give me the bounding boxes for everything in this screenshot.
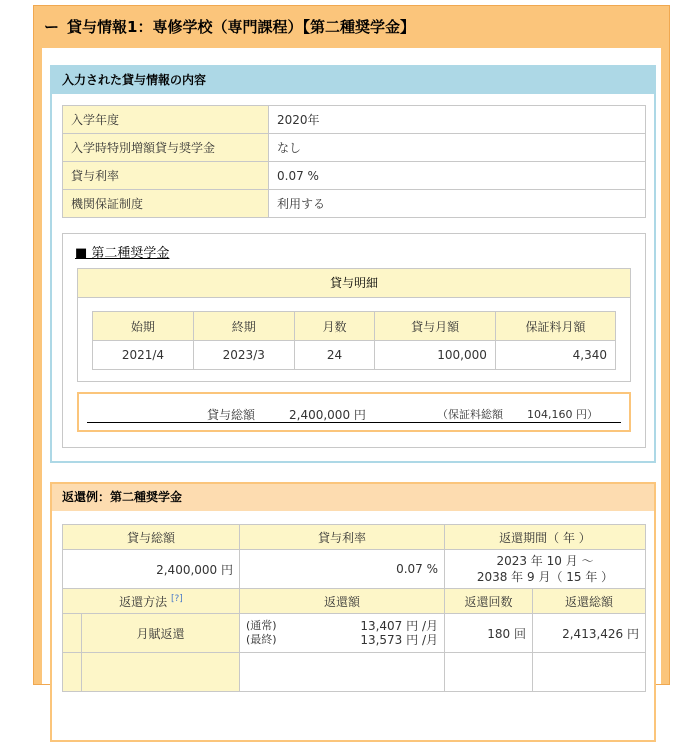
repay-normal <box>246 619 438 633</box>
panel-body <box>42 48 661 684</box>
cell-repay-amount <box>240 653 445 692</box>
input-info-table <box>62 105 646 218</box>
cell-method <box>82 653 240 692</box>
table-header-row <box>63 525 646 550</box>
cell-start: 2021/4 <box>93 341 194 370</box>
col-rate: 貸与利率 <box>240 525 445 550</box>
cell-repay-total: 2,413,426 円 <box>533 614 646 653</box>
row-label: 入学時特別増額貸与奨学金 <box>63 134 269 162</box>
table-row <box>93 341 616 370</box>
cell-loan-total: 2,400,000 円 <box>63 550 240 589</box>
guarantee-value: 104,160 円） <box>527 408 598 421</box>
table-row <box>63 106 646 134</box>
row-label: 入学年度 <box>63 106 269 134</box>
col-repay-amount: 返還額 <box>240 589 445 614</box>
loan-detail-box <box>77 268 631 382</box>
table-header-row <box>93 312 616 341</box>
input-summary-title: 入力された貸与情報の内容 <box>52 67 654 94</box>
loan-total-box <box>77 392 631 432</box>
method-indent-cell <box>63 653 82 692</box>
cell-repay-total <box>533 653 646 692</box>
row-value: 2020年 <box>269 106 646 134</box>
repayment-section <box>50 482 656 742</box>
cell-months: 24 <box>294 341 375 370</box>
total-value: 2,400,000 円 <box>289 408 366 422</box>
repayment-title: 返還例：第二種奨学金 <box>52 484 654 511</box>
loan-total-line <box>87 406 621 423</box>
method-indent-cell <box>63 614 82 653</box>
col-loan-total: 貸与総額 <box>63 525 240 550</box>
table-row <box>63 614 646 653</box>
loan-info-panel <box>33 5 670 685</box>
panel-title: 貸与情報1：専修学校（専門課程）【第二種奨学金】 <box>67 18 415 36</box>
col-end: 終期 <box>193 312 294 341</box>
scholarship-kind-box <box>62 233 646 448</box>
row-label: 機関保証制度 <box>63 190 269 218</box>
table-header-row <box>63 589 646 614</box>
loan-detail-table <box>92 311 616 370</box>
col-period: 返還期間（ 年 ） <box>445 525 646 550</box>
method-label: 返還方法 <box>119 594 168 609</box>
panel-header <box>34 6 669 48</box>
cell-period <box>445 550 646 589</box>
col-start: 始期 <box>93 312 194 341</box>
cell-repay-count: 180 回 <box>445 614 533 653</box>
cell-repay-count <box>445 653 533 692</box>
table-row <box>63 550 646 589</box>
final-label: (最終) <box>246 633 277 646</box>
cell-repay-amount <box>240 614 445 653</box>
collapse-dash-icon[interactable]: ー <box>44 18 60 36</box>
col-repay-total: 返還総額 <box>533 589 646 614</box>
col-months: 月数 <box>294 312 375 341</box>
period-end: 2038 年 9 月（ 15 年 ） <box>476 570 614 584</box>
final-value: 13,573 円 /月 <box>360 633 438 647</box>
row-value: 0.07 % <box>269 162 646 190</box>
cell-monthly: 100,000 <box>375 341 496 370</box>
col-method <box>63 589 240 614</box>
col-guarantee: 保証料月額 <box>495 312 615 341</box>
total-label: 貸与総額 <box>207 408 256 422</box>
table-row <box>63 653 646 692</box>
scholarship-kind-title: ■ 第二種奨学金 <box>75 246 170 261</box>
repay-final <box>246 633 438 647</box>
cell-method: 月賦返還 <box>82 614 240 653</box>
cell-end: 2023/3 <box>193 341 294 370</box>
cell-rate: 0.07 % <box>240 550 445 589</box>
row-label: 貸与利率 <box>63 162 269 190</box>
guarantee-label: （保証料総額 <box>437 408 503 421</box>
table-row <box>63 162 646 190</box>
cell-guarantee: 4,340 <box>495 341 615 370</box>
row-value: なし <box>269 134 646 162</box>
normal-label: (通常) <box>246 619 277 632</box>
normal-value: 13,407 円 /月 <box>360 619 438 633</box>
table-row <box>63 190 646 218</box>
help-hint-link[interactable]: [?] <box>171 593 183 604</box>
table-row <box>63 134 646 162</box>
row-value: 利用する <box>269 190 646 218</box>
col-repay-count: 返還回数 <box>445 589 533 614</box>
period-start: 2023 年 10 月 ～ <box>496 554 594 568</box>
input-summary-section <box>50 65 656 463</box>
col-monthly: 貸与月額 <box>375 312 496 341</box>
loan-detail-title: 貸与明細 <box>78 269 630 298</box>
